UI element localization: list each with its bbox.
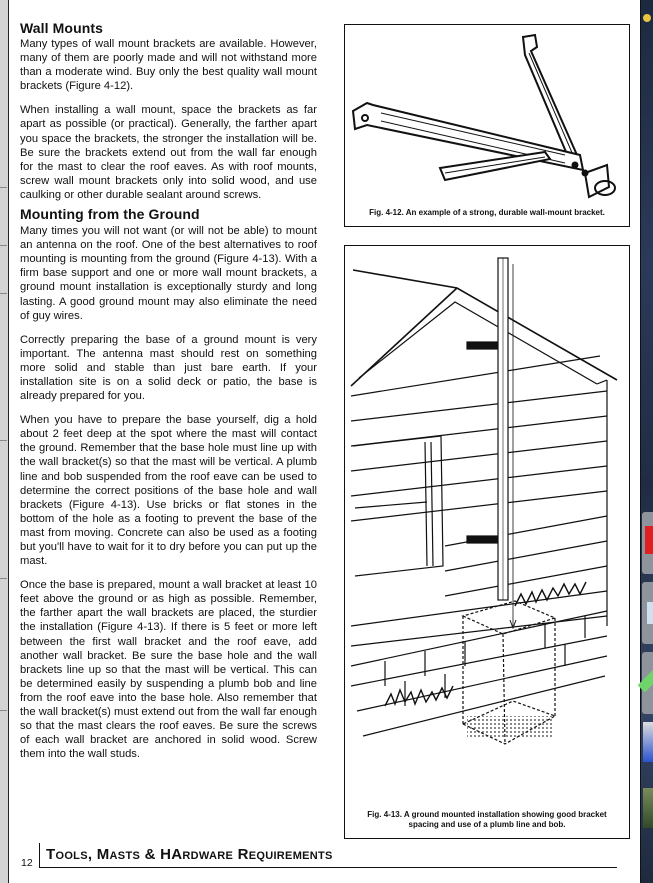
wall-bracket-illustration	[345, 25, 629, 226]
dock-indicator-icon	[643, 14, 651, 22]
text-column	[20, 20, 317, 771]
heading-wall-mounts: Wall Mounts	[20, 20, 104, 36]
dock-app-icon[interactable]	[642, 512, 653, 574]
panel-divider	[0, 245, 7, 246]
paragraph: Correctly preparing the base of a ground mount is very important. The antenna mast should rest on something more solid and stable than just bare earth. If your installation site is on a solid deck or patio, the base is already prepared for you.	[20, 333, 317, 403]
dock-app-icon[interactable]	[643, 788, 653, 828]
paragraph: Many types of wall mount brackets are available. However, many of them are poorly made and will not withstand more than a moderate wind. Buy only the best quality wall mount brackets (Figure 4-12).	[20, 38, 317, 93]
paragraph: When installing a wall mount, space the brackets as far apart as possible (or practical). Generally, the farther apart you space the brackets, the stronger the installation will be. Be sure the brackets extend out from the wall far enough for the mast to clear the roof eaves. As with roof mounts, screw wall mount brackets only into solid wood, and use caulking or other durable sealant around screws.	[20, 104, 317, 201]
dock-app-icon[interactable]	[642, 582, 653, 644]
figure-4-12	[344, 24, 630, 227]
panel-divider	[0, 710, 7, 711]
figure-caption: Fig. 4-12. An example of a strong, durable wall-mount bracket.	[369, 208, 605, 217]
figure-4-13	[344, 245, 630, 839]
heading-mounting-from-ground: Mounting from the Ground	[20, 206, 200, 223]
footer-divider-horizontal	[39, 867, 617, 868]
paragraph: When you have to prepare the base yourself, dig a hold about 2 feet deep at the spot where the mast will contact the ground. Remember that the base hole must line up with the wall bracket(s) so that the mast will be vertical. A plumb line and bob suspended from the roof eave can be used to determine the correct positions of the base hole and wall brackets (Figure 4-13). Use bricks or flat stones in the bottom of the hole as a footing to prevent the base of the mast from moving. Concrete can also be used as a footing but you'll have to wait for it to dry before you can put up the mast.	[20, 414, 317, 568]
panel-divider	[0, 187, 7, 188]
dock-app-icon[interactable]	[643, 722, 653, 762]
dock-app-icon[interactable]	[642, 652, 653, 714]
panel-divider	[0, 293, 7, 294]
figure-caption-line2: spacing and use of a plumb line and bob.	[408, 820, 566, 829]
paragraph: Many times you will not want (or will not be able) to mount an antenna on the roof. One of the best alternatives to roof mounting is mounting from the ground (Figure 4-13). With a firm base support and one or more wall mount brackets, a ground mount installation is exceptionally sturdy and long lasting. A good ground mount may also eliminate the need of guy wires.	[20, 225, 317, 322]
panel-divider	[0, 440, 7, 441]
document-page	[9, 0, 612, 883]
footer-divider-vertical	[39, 843, 40, 867]
figure-caption-line1: Fig. 4-13. A ground mounted installation showing good bracket	[367, 810, 607, 819]
page-number: 12	[21, 857, 33, 869]
paragraph: Once the base is prepared, mount a wall bracket at least 10 feet above the ground or as high as possible. Remember, the farther apart the wall brackets are placed, the sturdier the installation (Figure 4-13). If there is 5 feet or more left between the first wall bracket and the roof eave, add another wall bracket. Be sure the base hole and the wall brackets line up so that the mast will be vertical. This can be determined easily by suspending a plumb bob and line from the roof eave into the base hole. Also remember that the wall bracket(s) must extend out from the wall far enough so that the mast clears the roof eaves. Be sure the screws of each wall bracket are anchored in solid wood. Screw them into the wall studs.	[20, 579, 317, 761]
panel-divider	[0, 578, 7, 579]
desktop-dock	[640, 0, 653, 883]
left-panel-edge	[0, 0, 9, 883]
ground-mount-illustration	[345, 246, 629, 838]
footing-stones	[467, 716, 553, 738]
chapter-title: Tools, Masts & HArdware Requirements	[46, 846, 333, 863]
